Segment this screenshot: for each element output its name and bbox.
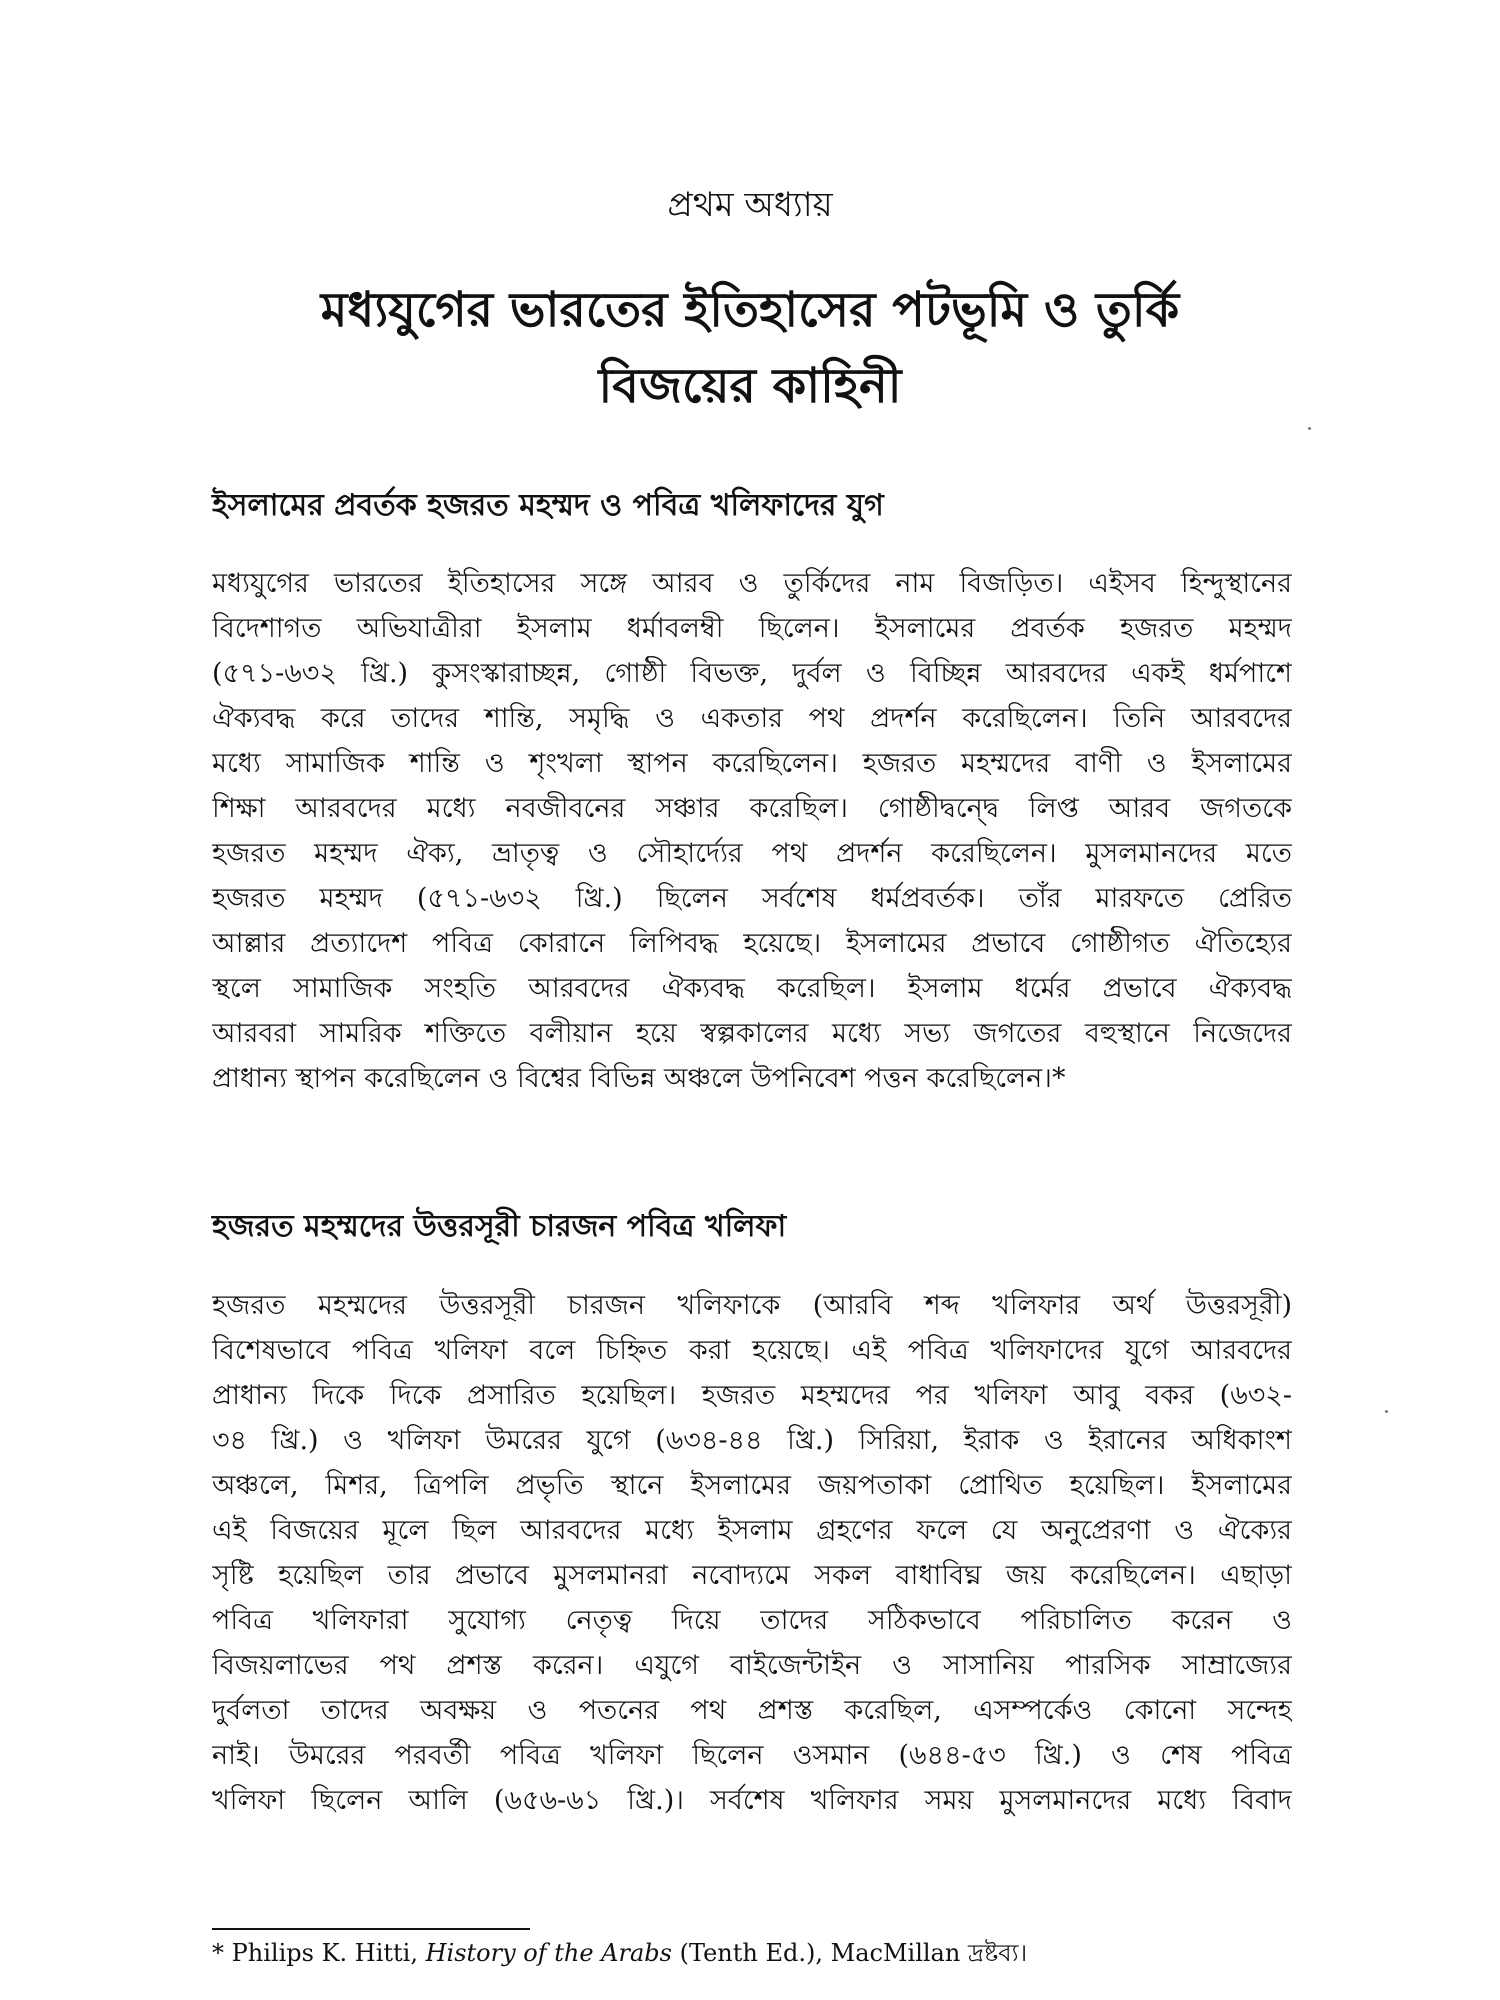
paragraph-line: হজরত মহম্মদ ঐক্য, ভ্রাতৃত্ব ও সৌহার্দ্যের পথ প্রদর্শন করেছিলেন। মুসলমানদের মতে bbox=[212, 838, 1292, 869]
scan-speck bbox=[1385, 1410, 1388, 1413]
section-1-paragraph bbox=[212, 561, 1292, 1101]
chapter-title-line-1: মধ্যযুগের ভারতের ইতিহাসের পটভূমি ও তুর্কি bbox=[320, 282, 1180, 338]
footnote-rest: (Tenth Ed.), MacMillan দ্রষ্টব্য। bbox=[671, 1939, 1028, 1967]
paragraph-line: হজরত মহম্মদ (৫৭১-৬৩২ খ্রি.) ছিলেন সর্বশেষ ধর্মপ্রবর্তক। তাঁর মারফতে প্রেরিত bbox=[212, 883, 1292, 914]
section-2-paragraph bbox=[212, 1283, 1292, 1823]
section-heading-1: ইসলামের প্রবর্তক হজরত মহম্মদ ও পবিত্র খলিফাদের যুগ bbox=[212, 488, 884, 523]
section-heading-2: হজরত মহম্মদের উত্তরসূরী চারজন পবিত্র খলিফা bbox=[212, 1209, 787, 1244]
paragraph-line: মধ্যযুগের ভারতের ইতিহাসের সঙ্গে আরব ও তুর্কিদের নাম বিজড়িত। এইসব হিন্দুস্থানের bbox=[212, 568, 1292, 599]
paragraph-line: শিক্ষা আরবদের মধ্যে নবজীবনের সঞ্চার করেছিল। গোষ্ঠীদ্বন্দ্বে লিপ্ত আরব জগতকে bbox=[212, 793, 1292, 824]
paragraph-line: ঐক্যবদ্ধ করে তাদের শান্তি, সমৃদ্ধি ও একতার পথ প্রদর্শন করেছিলেন। তিনি আরবদের bbox=[212, 703, 1292, 734]
paragraph-line: পবিত্র খলিফারা সুযোগ্য নেতৃত্ব দিয়ে তাদের সঠিকভাবে পরিচালিত করেন ও bbox=[212, 1605, 1292, 1636]
paragraph-line: স্থলে সামাজিক সংহতি আরবদের ঐক্যবদ্ধ করেছিল। ইসলাম ধর্মের প্রভাবে ঐক্যবদ্ধ bbox=[212, 973, 1292, 1004]
paragraph-line: হজরত মহম্মদের উত্তরসূরী চারজন খলিফাকে (আরবি শব্দ খলিফার অর্থ উত্তরসূরী) bbox=[212, 1290, 1292, 1321]
paragraph-line: দুর্বলতা তাদের অবক্ষয় ও পতনের পথ প্রশস্ত করেছিল, এসম্পর্কেও কোনো সন্দেহ bbox=[212, 1695, 1292, 1726]
chapter-title-line-2: বিজয়ের কাহিনী bbox=[598, 358, 902, 414]
paragraph-line: ৩৪ খ্রি.) ও খলিফা উমরের যুগে (৬৩৪-৪৪ খ্রি.) সিরিয়া, ইরাক ও ইরানের অধিকাংশ bbox=[212, 1425, 1292, 1456]
paragraph-line: সৃষ্টি হয়েছিল তার প্রভাবে মুসলমানরা নবোদ্যমে সকল বাধাবিঘ্ন জয় করেছিলেন। এছাড়া bbox=[212, 1560, 1292, 1591]
paragraph-line: অঞ্চলে, মিশর, ত্রিপলি প্রভৃতি স্থানে ইসলামের জয়পতাকা প্রোথিত হয়েছিল। ইসলামের bbox=[212, 1470, 1292, 1501]
footnote bbox=[212, 1936, 1292, 1970]
paragraph-line: আরবরা সামরিক শক্তিতে বলীয়ান হয়ে স্বল্পকালের মধ্যে সভ্য জগতের বহুস্থানে নিজেদের bbox=[212, 1018, 1292, 1049]
footnote-divider bbox=[212, 1928, 530, 1930]
paragraph-line: বিজয়লাভের পথ প্রশস্ত করেন। এযুগে বাইজেন্টাইন ও সাসানিয় পারসিক সাম্রাজ্যের bbox=[212, 1650, 1292, 1681]
paragraph-line: খলিফা ছিলেন আলি (৬৫৬-৬১ খ্রি.)। সর্বশেষ খলিফার সময় মুসলমানদের মধ্যে বিবাদ bbox=[212, 1785, 1292, 1816]
footnote-marker: * bbox=[212, 1939, 224, 1967]
paragraph-line: মধ্যে সামাজিক শান্তি ও শৃংখলা স্থাপন করেছিলেন। হজরত মহম্মদের বাণী ও ইসলামের bbox=[212, 748, 1292, 779]
paragraph-line: প্রাধান্য স্থাপন করেছিলেন ও বিশ্বের বিভিন্ন অঞ্চলে উপনিবেশ পত্তন করেছিলেন।* bbox=[212, 1063, 1066, 1094]
chapter-title bbox=[210, 272, 1290, 424]
footnote-author: Philips K. Hitti, bbox=[224, 1939, 426, 1967]
paragraph-line: বিদেশাগত অভিযাত্রীরা ইসলাম ধর্মাবলম্বী ছিলেন। ইসলামের প্রবর্তক হজরত মহম্মদ bbox=[212, 613, 1292, 644]
paragraph-line: (৫৭১-৬৩২ খ্রি.) কুসংস্কারাচ্ছন্ন, গোষ্ঠী বিভক্ত, দুর্বল ও বিচ্ছিন্ন আরবদের একই ধর্মপাশে bbox=[212, 658, 1292, 689]
paragraph-line: আল্লার প্রত্যাদেশ পবিত্র কোরানে লিপিবদ্ধ হয়েছে। ইসলামের প্রভাবে গোষ্ঠীগত ঐতিহ্যের bbox=[212, 928, 1292, 959]
paragraph-line: বিশেষভাবে পবিত্র খলিফা বলে চিহ্নিত করা হয়েছে। এই পবিত্র খলিফাদের যুগে আরবদের bbox=[212, 1335, 1292, 1366]
footnote-book-title: History of the Arabs bbox=[425, 1939, 672, 1967]
paragraph-line: নাই। উমরের পরবর্তী পবিত্র খলিফা ছিলেন ওসমান (৬৪৪-৫৩ খ্রি.) ও শেষ পবিত্র bbox=[212, 1740, 1292, 1771]
chapter-label: প্রথম অধ্যায় bbox=[667, 185, 833, 225]
paragraph-line: এই বিজয়ের মূলে ছিল আরবদের মধ্যে ইসলাম গ্রহণের ফলে যে অনুপ্রেরণা ও ঐক্যের bbox=[212, 1515, 1292, 1546]
scan-speck bbox=[1308, 427, 1311, 430]
paragraph-line: প্রাধান্য দিকে দিকে প্রসারিত হয়েছিল। হজরত মহম্মদের পর খলিফা আবু বকর (৬৩২- bbox=[212, 1380, 1292, 1411]
